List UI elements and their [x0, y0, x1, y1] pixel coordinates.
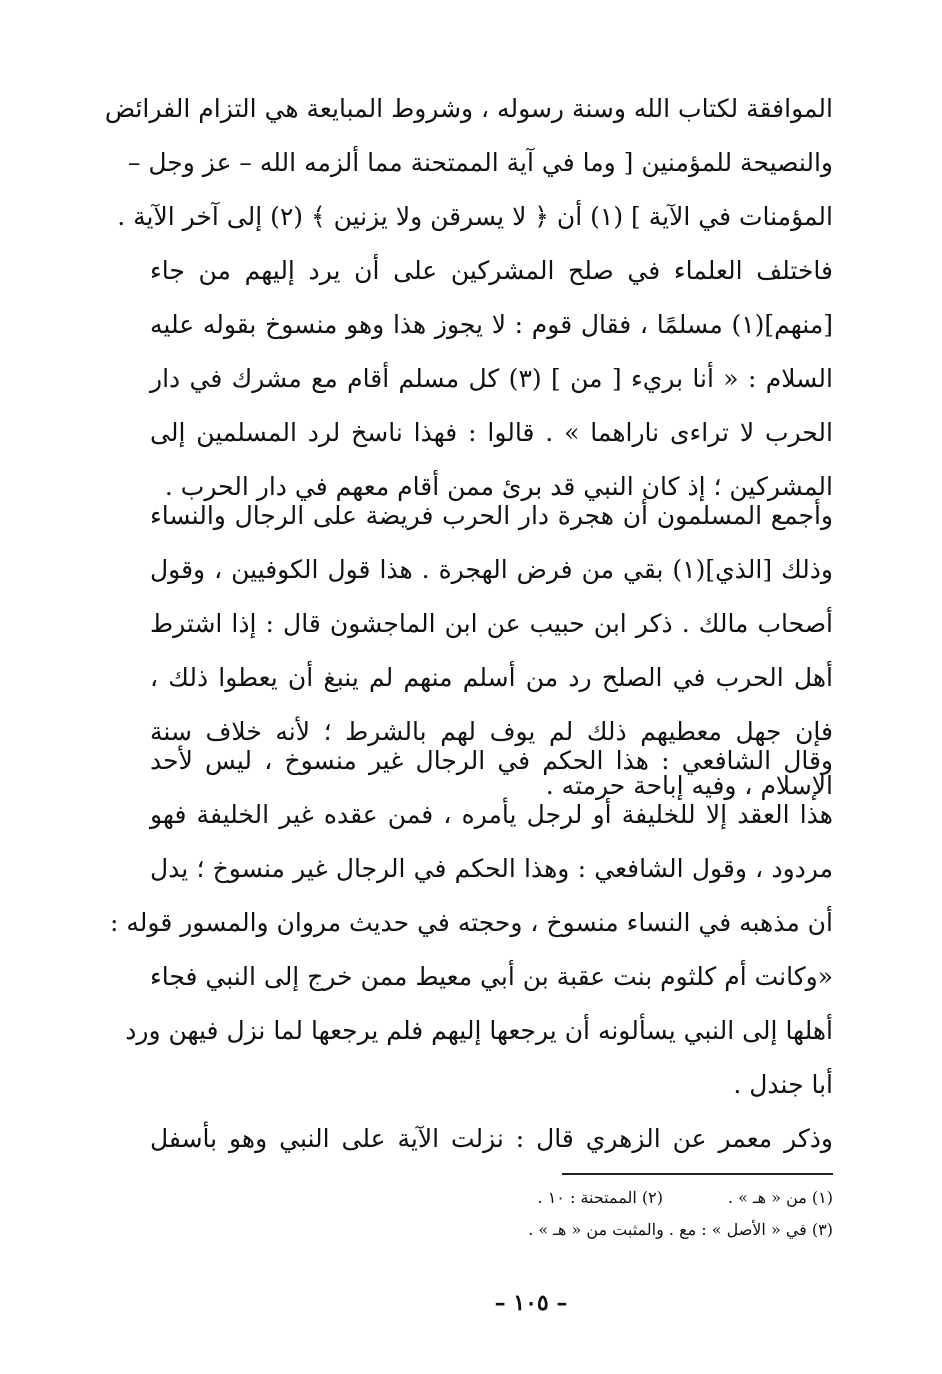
footnote-1: (١) من « هـ » . [727, 1188, 833, 1207]
text-line: الإسلام ، وفيه إباحة حرمته . [545, 771, 833, 800]
text-line: وأجمع المسلمون أن هجرة دار الحرب فريضة على الرجال والنساء [150, 501, 833, 530]
footnote-row [360, 1214, 833, 1246]
text-line: الموافقة لكتاب الله وسنة رسوله ، وشروط المبايعة هي التزام الفرائض [104, 94, 833, 123]
footnote-3: (٣) في « الأصل » : مع . والمثبت من « هـ » . [528, 1220, 833, 1239]
footnote-row [360, 1182, 833, 1214]
footnote-divider [562, 1173, 833, 1175]
text-line: أهلها إلى النبي يسألونه أن يرجعها إليهم فلم يرجعها لما نزل فيهن ورد [125, 1016, 833, 1045]
text-line: هذا العقد إلا للخليفة أو لرجل يأمره ، فمن عقده غير الخليفة فهو [150, 800, 833, 829]
text-line: فإن جهل معطيهم ذلك لم يوف لهم بالشرط ؛ لأنه خلاف سنة [150, 717, 833, 746]
text-line: أبا جندل . [733, 1070, 833, 1099]
text-line: الحرب لا تراءى ناراهما » . قالوا : فهذا ناسخ لرد المسلمين إلى [150, 418, 833, 447]
text-line: فاختلف العلماء في صلح المشركين على أن يرد إليهم من جاء [150, 256, 833, 285]
footnotes [360, 1182, 833, 1246]
text-line: «وكانت أم كلثوم بنت عقبة بن أبي معيط ممن خرج إلى النبي فجاء [150, 962, 833, 991]
paragraph-4 [110, 734, 833, 1112]
footnote-2: (٢) الممتحنة : ١٠ . [537, 1188, 663, 1207]
text-line: وقال الشافعي : هذا الحكم في الرجال غير منسوخ ، ليس لأحد [150, 746, 833, 775]
text-line: والنصيحة للمؤمنين [ وما في آية الممتحنة مما ألزمه الله – عز وجل – [127, 148, 833, 177]
text-line: وذلك [الذي](١) بقي من فرض الهجرة . هذا قول الكوفيين ، وقول [150, 555, 833, 584]
text-line: وذكر معمر عن الزهري قال : نزلت الآية على النبي وهو بأسفل [150, 1124, 833, 1153]
paragraph-1 [104, 82, 833, 244]
text-line: المؤمنات في الآية ] (١) أن ﴿ لا يسرقن ولا يزنين ﴾ (٢) إلى آخر الآية . [117, 202, 833, 231]
text-line: [منهم](١) مسلمًا ، فقال قوم : لا يجوز هذا وهو منسوخ بقوله عليه [150, 310, 833, 339]
text-line: أن مذهبه في النساء منسوخ ، وحجته في حديث مروان والمسور قوله : [110, 908, 833, 937]
text-line: أهل الحرب في الصلح رد من أسلم منهم لم ينبغ أن يعطوا ذلك ، [150, 663, 833, 692]
paragraph-2 [150, 244, 833, 514]
page-number: – ١٠٥ – [494, 1290, 568, 1316]
text-line: السلام : « أنا بريء [ من ] (٣) كل مسلم أقام مع مشرك في دار [150, 364, 833, 393]
paragraph-5 [150, 1112, 833, 1166]
text-line: مردود ، وقول الشافعي : وهذا الحكم في الرجال غير منسوخ ؛ يدل [150, 854, 833, 883]
text-line: المشركين ؛ إذ كان النبي قد برئ ممن أقام معهم في دار الحرب . [164, 472, 833, 501]
text-line: أصحاب مالك . ذكر ابن حبيب عن ابن الماجشون قال : إذا اشترط [150, 609, 833, 638]
